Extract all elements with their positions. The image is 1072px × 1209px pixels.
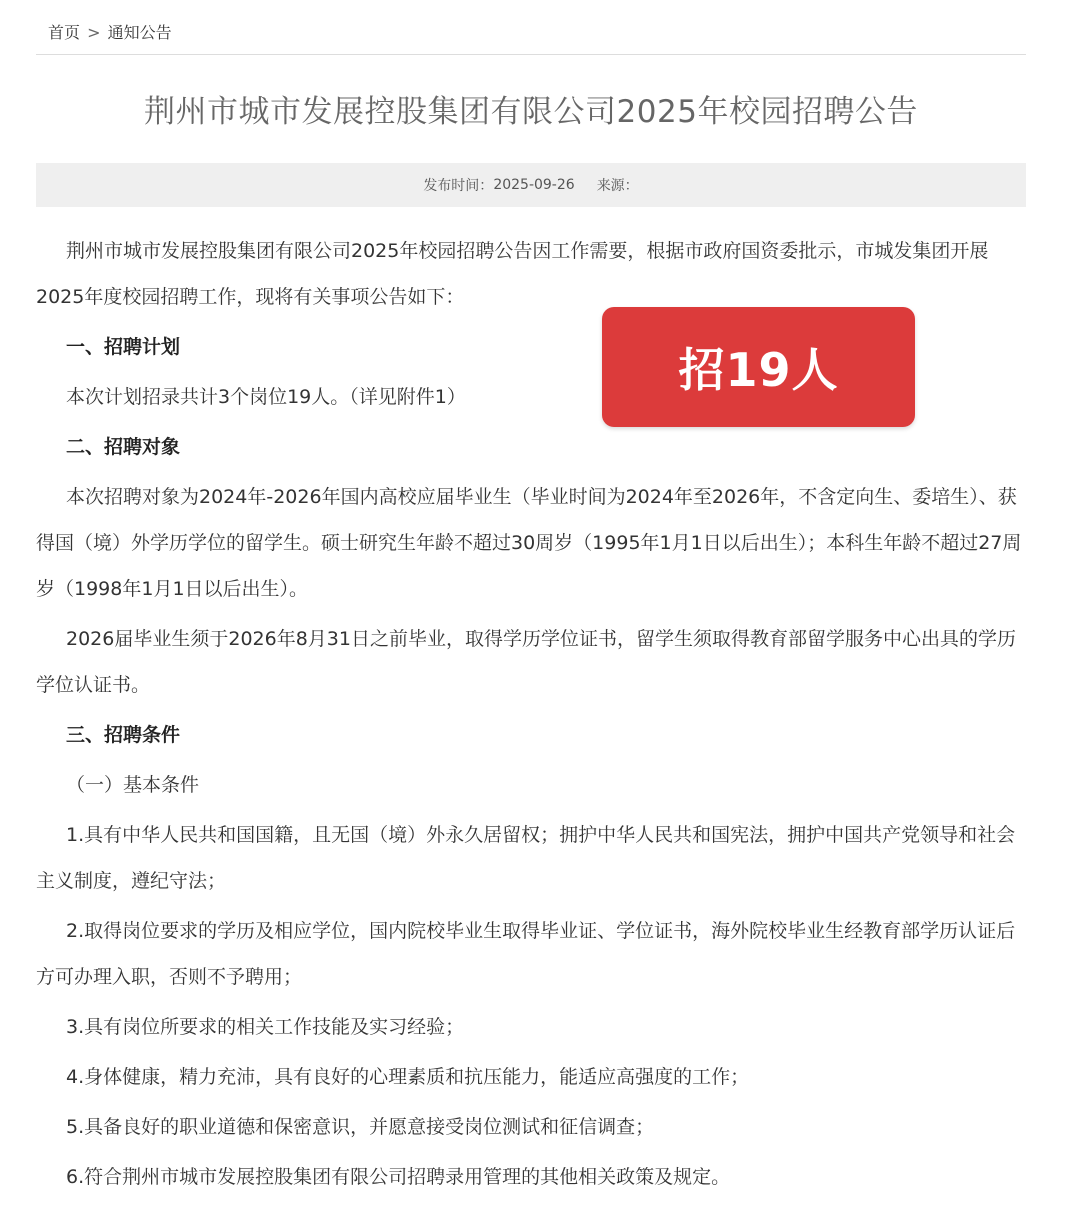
breadcrumb-current-link[interactable]: 通知公告 — [107, 23, 172, 42]
section-heading-conditions: 三、招聘条件 — [66, 724, 181, 746]
page-title: 荆州市城市发展控股集团有限公司2025年校园招聘公告 — [144, 94, 918, 130]
subheading-basic-conditions: （一）基本条件 — [66, 774, 200, 796]
condition-item: 3.具有岗位所要求的相关工作技能及实习经验； — [66, 1016, 465, 1038]
publish-date: 2025-09-26 — [493, 177, 575, 193]
breadcrumb — [48, 20, 172, 43]
breadcrumb-separator: > — [87, 23, 101, 42]
section-heading-target: 二、招聘对象 — [66, 436, 181, 458]
graduation-paragraph: 2026届毕业生须于2026年8月31日之前毕业，取得学历学位证书，留学生须取得教育部留学服务中心出具的学历学位认证书。 — [36, 628, 1016, 696]
condition-item: 5.具备良好的职业道德和保密意识，并愿意接受岗位测试和征信调查； — [66, 1116, 655, 1138]
breadcrumb-home-link[interactable]: 首页 — [48, 23, 81, 42]
source-label: 来源： — [596, 178, 639, 194]
condition-item: 1.具有中华人民共和国国籍，且无国（境）外永久居留权；拥护中华人民共和国宪法，拥护中国共产党领导和社会主义制度，遵纪守法； — [36, 824, 1016, 892]
plan-paragraph: 本次计划招录共计3个岗位19人。（详见附件1） — [66, 386, 466, 408]
hiring-count-badge: 招19人 — [602, 307, 915, 427]
section-heading-plan: 一、招聘计划 — [66, 336, 181, 358]
article-meta-bar — [36, 163, 1026, 207]
target-paragraph: 本次招聘对象为2024年-2026年国内高校应届毕业生（毕业时间为2024年至2026年，不含定向生、委培生）、获得国（境）外学历学位的留学生。硕士研究生年龄不超过30周岁（1995年1月1日以后出生）；本科生年龄不超过27周岁（1998年1月1日以后出生）。 — [36, 486, 1022, 600]
condition-item: 6.符合荆州市城市发展控股集团有限公司招聘录用管理的其他相关政策及规定。 — [66, 1166, 731, 1188]
condition-item: 2.取得岗位要求的学历及相应学位，国内院校毕业生取得毕业证、学位证书，海外院校毕业生经教育部学历认证后方可办理入职，否则不予聘用； — [36, 920, 1016, 988]
condition-item: 4.身体健康，精力充沛，具有良好的心理素质和抗压能力，能适应高强度的工作； — [66, 1066, 750, 1088]
publish-label: 发布时间： — [423, 178, 494, 194]
intro-paragraph: 荆州市城市发展控股集团有限公司2025年校园招聘公告因工作需要，根据市政府国资委批示，市城发集团开展2025年度校园招聘工作，现将有关事项公告如下： — [36, 240, 989, 308]
header-divider — [36, 54, 1026, 55]
